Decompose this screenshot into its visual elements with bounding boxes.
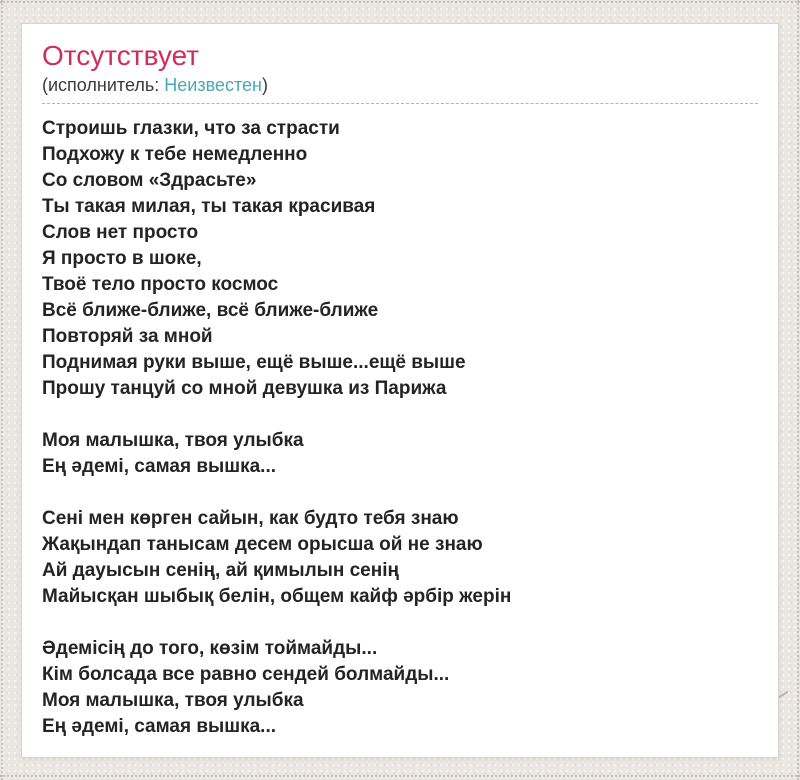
- artist-link[interactable]: Неизвестен: [164, 75, 262, 95]
- stanza: [42, 116, 758, 402]
- lyrics-container: [42, 116, 758, 740]
- lyrics-card: [21, 23, 779, 758]
- lyric-line: Моя малышка, твоя улыбка: [42, 690, 304, 711]
- lyric-line: Строишь глазки, что за страсти: [42, 118, 340, 139]
- lyric-line: Ең әдемі, самая вышка...: [42, 456, 277, 477]
- lyric-line: Моя малышка, твоя улыбка: [42, 430, 304, 451]
- stitched-edge-left: [1, 0, 3, 780]
- lyric-line: Ең әдемі, самая вышка...: [42, 716, 277, 737]
- lyric-line: Кім болсада все равно сендей болмайды...: [42, 664, 450, 685]
- lyric-line: Ай дауысын сенің, ай қимылын сенің: [42, 560, 399, 581]
- lyric-line: Жақындап танысам десем орысша ой не знаю: [42, 534, 483, 555]
- lyric-line: Поднимая руки выше, ещё выше...ещё выше: [42, 352, 466, 373]
- lyric-line: Әдемісің до того, көзім тоймайды...: [42, 638, 378, 659]
- lyric-line: Со словом «Здрасьте»: [42, 170, 257, 191]
- page-title: Отсутствует: [42, 40, 200, 71]
- lyric-line: Твоё тело просто космос: [42, 274, 279, 295]
- dashed-separator: [42, 103, 758, 104]
- stanza: [42, 506, 758, 610]
- stanza: [42, 428, 758, 480]
- lyric-line: Всё ближе-ближе, всё ближе-ближе: [42, 300, 379, 321]
- lyric-line: Подхожу к тебе немедленно: [42, 144, 308, 165]
- lyric-line: Сені мен көрген сайын, как будто тебя знаю: [42, 508, 459, 529]
- lyric-line: Слов нет просто: [42, 222, 199, 243]
- lyric-line: Я просто в шоке,: [42, 248, 202, 269]
- lyric-line: Прошу танцуй со мной девушка из Парижа: [42, 378, 447, 399]
- stanza: [42, 636, 758, 740]
- lyric-line: Повторяй за мной: [42, 326, 213, 347]
- stitched-edge-right: [797, 0, 799, 780]
- lyric-line: Ты такая милая, ты такая красивая: [42, 196, 376, 217]
- lyric-line: Майысқан шыбық белін, общем кайф әрбір жерін: [42, 586, 512, 607]
- artist-label-suffix: ): [261, 75, 268, 95]
- stitched-edge-top: [0, 1, 800, 3]
- artist-line: [42, 74, 758, 96]
- stitched-edge-bottom: [0, 775, 800, 777]
- artist-label: (исполнитель:: [42, 75, 165, 95]
